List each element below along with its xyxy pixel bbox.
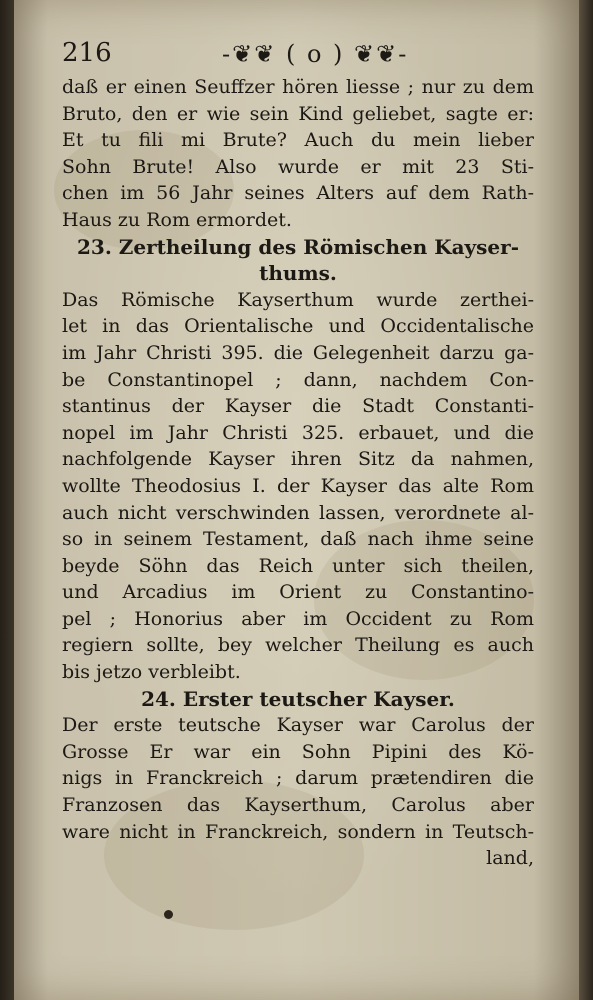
text-line: Bruto, den er wie sein Kind geliebet, sagte er: (62, 102, 534, 125)
section-heading-line: 24. Erster teutscher Kayser. (141, 686, 455, 711)
body-text (62, 74, 534, 872)
text-line: bis jetzo verbleibt. (62, 661, 241, 684)
page-header (62, 34, 532, 68)
text-line: so in seinem Testament, daß nach ihme seine (62, 528, 534, 551)
book-page (14, 0, 579, 1000)
text-line: pel ; Honorius aber im Occident zu Rom (62, 607, 534, 630)
text-line: let in das Orientalische und Occidentalische (62, 315, 534, 338)
text-line: nachfolgende Kayser ihren Sitz da nahmen, (62, 448, 534, 471)
text-line: Grosse Er war ein Sohn Pipini des Kö- (62, 740, 534, 763)
text-line: be Constantinopel ; dann, nachdem Con- (62, 368, 534, 391)
book-gutter (0, 0, 14, 1000)
text-line: Sohn Brute! Also wurde er mit 23 Sti- (62, 155, 534, 178)
header-ornament: -❦❦ ( o ) ❦❦- (222, 40, 409, 68)
text-line: Der erste teutsche Kayser war Carolus der (62, 714, 534, 737)
text-line: nopel im Jahr Christi 325. erbauet, und die (62, 421, 534, 444)
text-line: auch nicht verschwinden lassen, verordnete al- (62, 501, 534, 524)
text-line: wollte Theodosius I. der Kayser das alte Rom (62, 474, 534, 497)
text-line: Haus zu Rom ermordet. (62, 208, 292, 231)
section-heading-line: 23. Zertheilung des Römischen Kayser- (77, 234, 519, 259)
page-number: 216 (62, 38, 112, 68)
ink-spot (164, 910, 173, 919)
text-line: stantinus der Kayser die Stadt Constanti- (62, 395, 534, 418)
page-edge (579, 0, 593, 1000)
text-line: chen im 56 Jahr seines Alters auf dem Rath- (62, 182, 534, 205)
text-line: land, (486, 847, 534, 870)
text-line: Et tu fili mi Brute? Auch du mein lieber (62, 129, 534, 152)
text-line: im Jahr Christi 395. die Gelegenheit darzu ga- (62, 341, 534, 364)
text-line: nigs in Franckreich ; darum prætendiren die (62, 767, 534, 790)
section-heading-line: thums. (259, 261, 337, 286)
text-line: Das Römische Kayserthum wurde zerthei- (62, 288, 534, 311)
text-line: beyde Söhn das Reich unter sich theilen, (62, 554, 534, 577)
text-line: und Arcadius im Orient zu Constantino- (62, 581, 534, 604)
text-line: daß er einen Seuffzer hören liesse ; nur zu dem (62, 76, 534, 98)
text-line: Franzosen das Kayserthum, Carolus aber (62, 794, 534, 817)
text-line: ware nicht in Franckreich, sondern in Teutsch- (62, 820, 534, 843)
text-line: regiern sollte, bey welcher Theilung es auch (62, 634, 534, 657)
